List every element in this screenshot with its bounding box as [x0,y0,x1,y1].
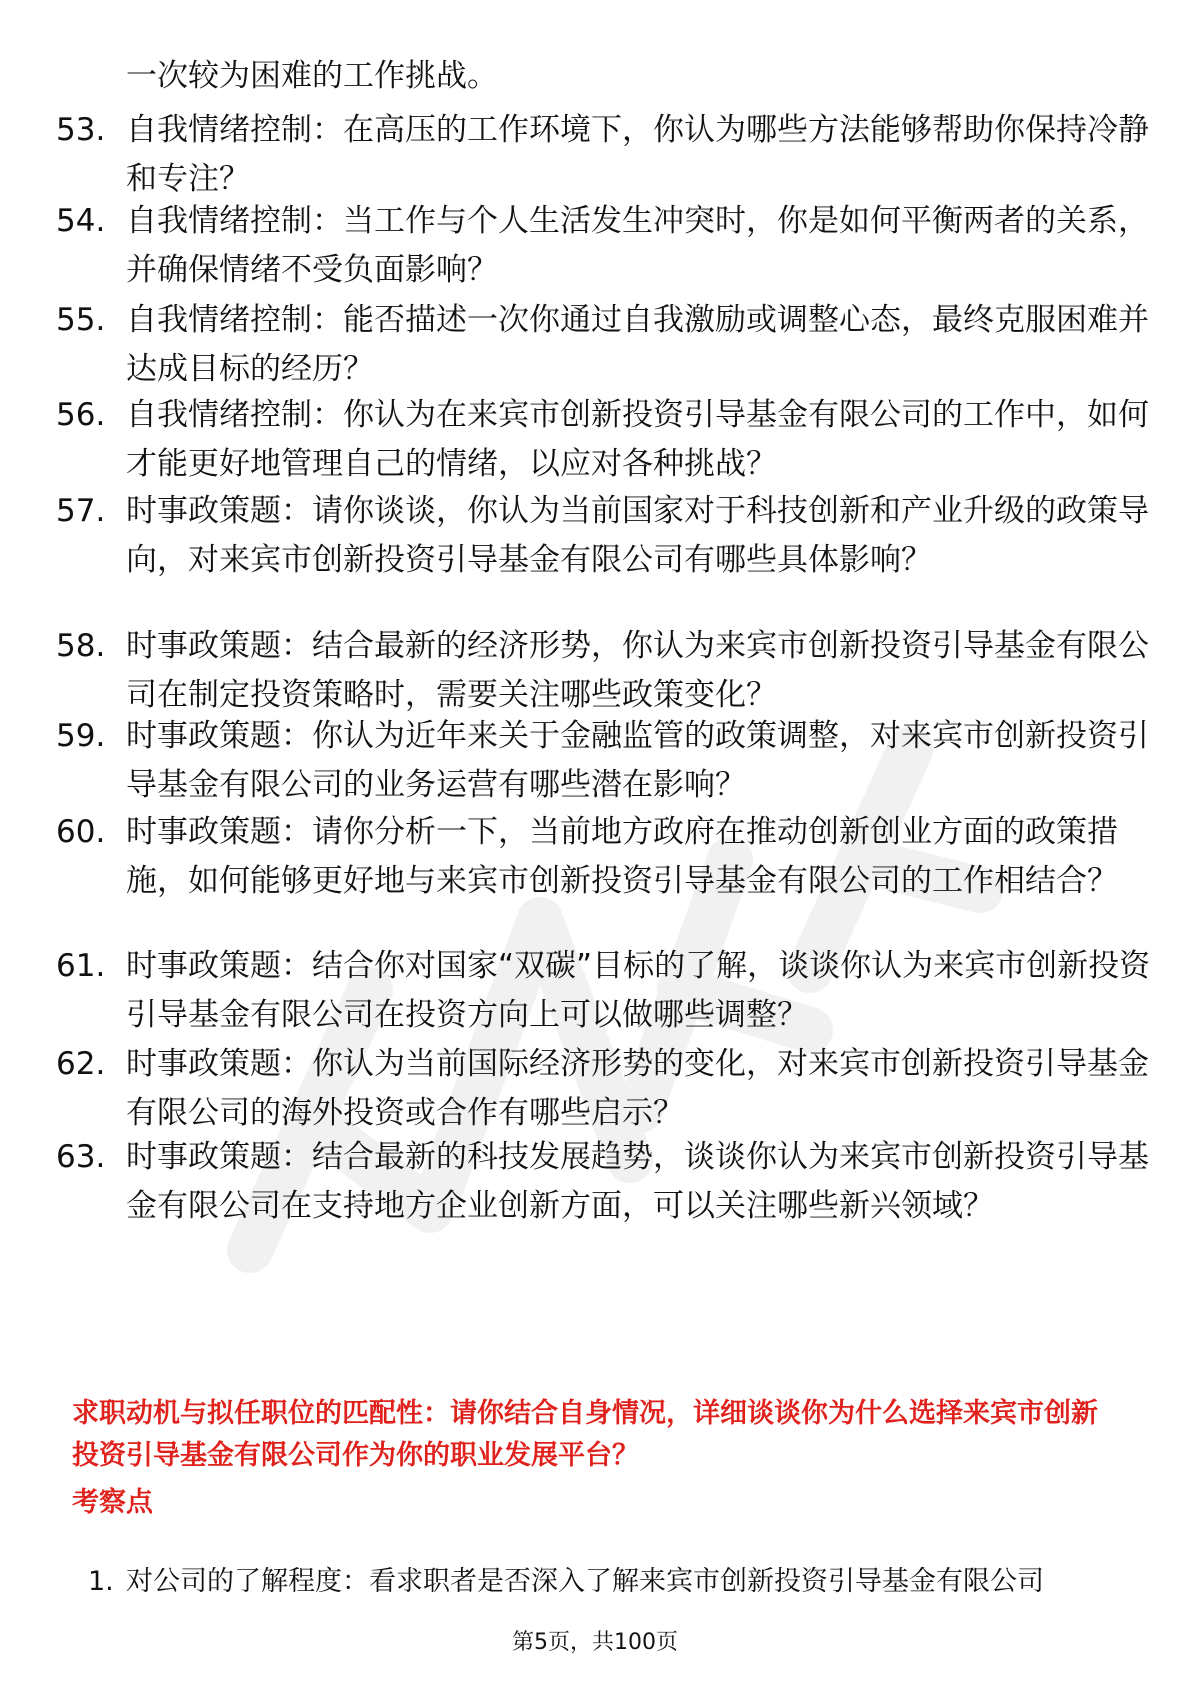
question-number: 54. [56,203,106,239]
question-number: 56. [56,397,106,433]
question-number: 63. [56,1139,106,1175]
point-number: 1. [88,1566,114,1597]
point-text: 对公司的了解程度：看求职者是否深入了解来宾市创新投资引导基金有限公司 [126,1566,1044,1597]
question-text: 自我情绪控制：当工作与个人生活发生冲突时，你是如何平衡两者的关系，并确保情绪不受负面影响？ [126,203,1149,288]
question-text: 时事政策题：结合最新的科技发展趋势，谈谈你认为来宾市创新投资引导基金有限公司在支持地方企业创新方面，可以关注哪些新兴领域？ [126,1139,1149,1224]
page-footer: 第5页，共100页 [512,1630,678,1655]
question-number: 57. [56,493,106,529]
question-text: 自我情绪控制：你认为在来宾市创新投资引导基金有限公司的工作中，如何才能更好地管理自己的情绪，以应对各种挑战？ [126,397,1149,482]
section-question: 求职动机与拟任职位的匹配性：请你结合自身情况，详细谈谈你为什么选择来宾市创新投资引导基金有限公司作为你的职业发展平台？ [72,1398,1098,1471]
question-text: 自我情绪控制：能否描述一次你通过自我激励或调整心态，最终克服困难并达成目标的经历？ [126,302,1149,387]
question-number: 58. [56,628,106,664]
section-label: 考察点 [72,1487,153,1518]
question-number: 60. [56,814,106,850]
question-text: 时事政策题：结合最新的经济形势，你认为来宾市创新投资引导基金有限公司在制定投资策略时，需要关注哪些政策变化？ [126,628,1149,713]
continuation-text: 一次较为困难的工作挑战。 [126,58,498,94]
question-text: 时事政策题：你认为当前国际经济形势的变化，对来宾市创新投资引导基金有限公司的海外投资或合作有哪些启示？ [126,1046,1149,1131]
question-text: 时事政策题：请你谈谈，你认为当前国家对于科技创新和产业升级的政策导向，对来宾市创新投资引导基金有限公司有哪些具体影响？ [126,493,1149,578]
question-text: 时事政策题：你认为近年来关于金融监管的政策调整，对来宾市创新投资引导基金有限公司的业务运营有哪些潜在影响？ [126,718,1149,803]
question-number: 62. [56,1046,106,1082]
question-number: 55. [56,302,106,338]
question-text: 自我情绪控制：在高压的工作环境下，你认为哪些方法能够帮助你保持冷静和专注？ [126,112,1149,197]
question-number: 61. [56,948,106,984]
question-text: 时事政策题：请你分析一下，当前地方政府在推动创新创业方面的政策措施，如何能够更好地与来宾市创新投资引导基金有限公司的工作相结合？ [126,814,1118,899]
question-text: 时事政策题：结合你对国家“双碳”目标的了解，谈谈你认为来宾市创新投资引导基金有限公司在投资方向上可以做哪些调整？ [126,948,1151,1033]
question-number: 59. [56,718,106,754]
question-number: 53. [56,112,106,148]
